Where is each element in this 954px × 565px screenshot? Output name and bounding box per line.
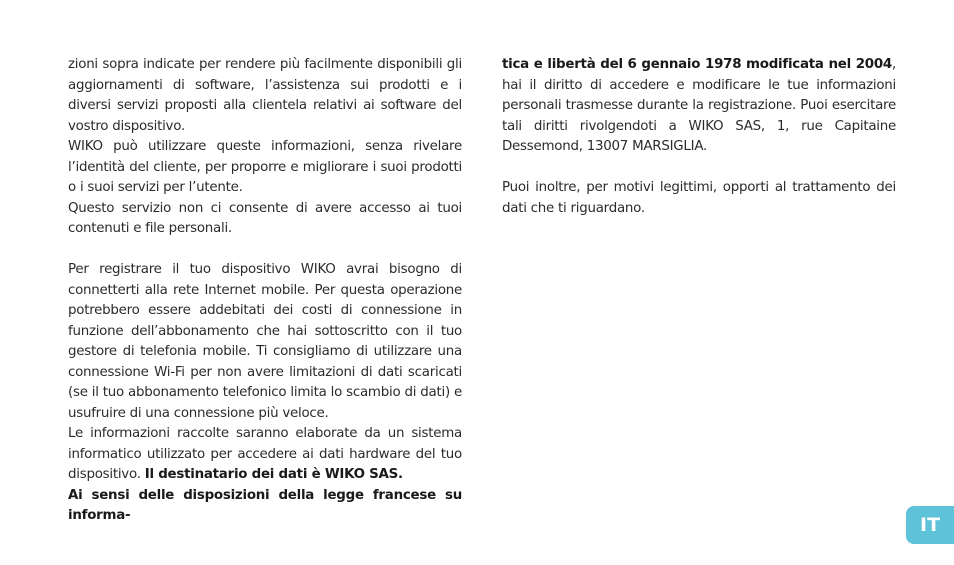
left-text-column <box>68 55 462 527</box>
paragraph-wiko-usage: WIKO può utilizzare queste informazioni, senza rivelare l’identità del cliente, per proporre e migliorare i suoi prodotti o i suoi servizi per l’utente. <box>68 139 462 195</box>
paragraph-rights <box>502 55 896 158</box>
paragraph-gap <box>68 240 462 261</box>
data-recipient-text: Il destinatario dei dati è WIKO SAS. <box>144 467 403 482</box>
right-text-column <box>502 55 896 219</box>
paragraph-services: zioni sopra indicate per rendere più facilmente disponibili gli aggiornamenti di software, l’assistenza sui prodotti e i diversi servizi proposti alla clientela relativi ai software del vostro dispositivo. <box>68 57 462 134</box>
data-processing-text: Le informazioni raccolte saranno elaborate da un sistema informatico utilizzato per accedere ai dati hardware del tuo dispositivo. <box>68 426 462 482</box>
paragraph-registration: Per registrare il tuo dispositivo WIKO avrai bisogno di connetterti alla rete Internet mobile. Per questa operazione potrebbero essere addebitati dei costi di connessione in funzione dell’abbonamento che hai sottoscritto con il tuo gestore di telefonia mobile. Ti consigliamo di utilizzare una connessione Wi-Fi per non avere limitazioni di dati scaricati (se il tuo abbonamento telefonico limita lo scambio di dati) e usufruire di una connessione più veloce. <box>68 262 462 421</box>
paragraph-law-reference: Ai sensi delle disposizioni della legge francese su informa- <box>68 487 462 523</box>
paragraph-gap <box>502 158 896 179</box>
rights-text: , hai il diritto di accedere e modificare le tue informazioni personali trasmesse durante la registrazione. Puoi esercitare tali diritti rivolgendoti a WIKO SAS, 1, rue Capitaine Dessemond, 13007 MARSIGLIA. <box>502 57 896 154</box>
language-tab: IT <box>906 506 954 544</box>
law-reference-continued: tica e libertà del 6 gennaio 1978 modificata nel 2004 <box>502 57 892 72</box>
paragraph-opposition: Puoi inoltre, per motivi legittimi, opporti al trattamento dei dati che ti riguardano. <box>502 180 896 216</box>
paragraph-data-processing <box>68 424 462 486</box>
paragraph-no-access: Questo servizio non ci consente di avere accesso ai tuoi contenuti e file personali. <box>68 200 462 236</box>
